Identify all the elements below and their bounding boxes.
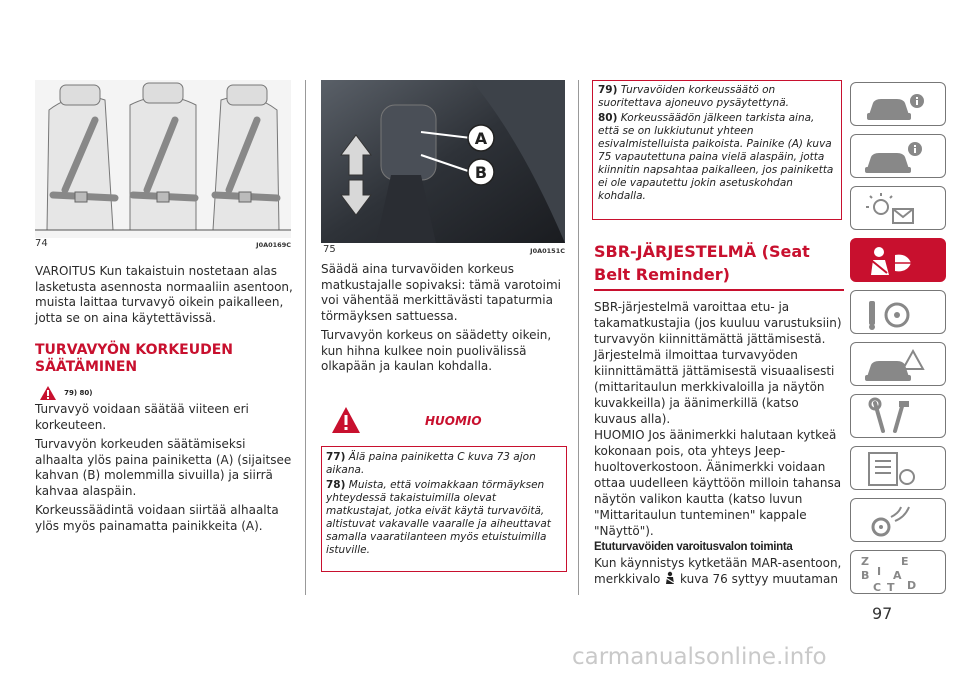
paragraph-adjust-always: Säädä aina turvavöiden korkeus matkustajalle sopivaksi: tämä varotoimi voi vähentää merkittävästi tapaturmia törmäyksen sattuessa. bbox=[321, 262, 561, 323]
column-divider-2 bbox=[578, 80, 579, 595]
index-letter: Z bbox=[861, 555, 869, 568]
warning-light-message-icon bbox=[851, 187, 947, 231]
car-emergency-icon bbox=[851, 343, 947, 387]
tab-getting-to-know-car[interactable] bbox=[850, 82, 946, 126]
car-info-icon bbox=[851, 135, 947, 179]
index-letter: C bbox=[873, 581, 882, 594]
warning-paragraph: VAROITUS Kun takaistuin nostetaan alas lasketusta asennosta normaaliin asentoon, muista laittaa turvavyö oikein paikalleen, jotta se on aina käytettävissä. bbox=[35, 264, 293, 325]
figure-number: 74 bbox=[35, 238, 48, 249]
label-a: A bbox=[474, 129, 488, 148]
tab-technical-data[interactable] bbox=[850, 446, 946, 490]
page-number: 97 bbox=[872, 604, 893, 623]
warning-triangle-icon bbox=[39, 385, 57, 401]
sbr-paragraph-1: SBR-järjestelmä varoittaa etu- ja takamatkustajia (jos kuuluu varustuksiin) turvavyön kiinnittämättä jättämisestä. bbox=[594, 300, 842, 346]
rear-seats-illustration bbox=[35, 80, 291, 238]
index-letter: I bbox=[877, 565, 882, 578]
figure-code: J0A0169C bbox=[256, 241, 291, 249]
sbr-paragraph-4 bbox=[594, 555, 844, 587]
tab-multimedia[interactable] bbox=[850, 498, 946, 542]
paragraph-4-start: Kun käynnistys kytketään MAR-asentoon, merkkivalo bbox=[594, 556, 842, 586]
sbr-paragraph-2: Järjestelmä ilmoittaa turvavyöden kiinnittämättä jättämisestä visuaalisesti (mittaritaulun merkkivaloilla ja näytön kuvakkeilla) ja äänimerkillä (katso kuvaus alla). bbox=[594, 348, 835, 426]
item-number: 77) bbox=[326, 451, 346, 463]
watermark: carmanualsonline.info bbox=[572, 644, 827, 670]
column-divider-1 bbox=[305, 80, 306, 595]
item-text: Muista, että voimakkaan törmäyksen yhteydessä takaistuimilla olevat matkustajat, jotka eivät käytä turvavöitä, altistuvat vakavalle vaaralle ja aiheuttavat samalla vaaratilanteen myös etuistuimilla istuville. bbox=[326, 479, 551, 556]
item-number: 80) bbox=[598, 112, 618, 124]
tab-safety[interactable] bbox=[850, 238, 946, 282]
warning-title: HUOMIO bbox=[425, 414, 482, 428]
warning-header-band bbox=[321, 398, 567, 444]
paragraph-positions: Turvavyö voidaan säätää viiteen eri korkeuteen. bbox=[35, 402, 249, 432]
section-heading: TURVAVYÖN KORKEUDEN SÄÄTÄMINEN bbox=[35, 342, 234, 375]
adjuster-photo bbox=[321, 80, 565, 243]
paragraph-adjust: Turvavyön korkeuden säätämiseksi alhaalta ylös paina painiketta (A) (sijaitsee kahvan (B) molemmilla sivuilla) ja siirrä kahvaa alaspäin. bbox=[35, 437, 292, 498]
column-2-text bbox=[321, 262, 573, 375]
warning-refs bbox=[39, 382, 297, 398]
warning-item-78 bbox=[326, 479, 562, 557]
technical-data-icon bbox=[851, 447, 947, 491]
index-letter: D bbox=[907, 579, 917, 592]
warning-box-continued bbox=[592, 80, 842, 220]
seatbelt-warning-light-icon bbox=[664, 571, 676, 585]
tab-car-info[interactable] bbox=[850, 134, 946, 178]
paragraph-without-buttons: Korkeussäädintä voidaan siirtää alhaalta ylös myös painamatta painikkeita (A). bbox=[35, 503, 279, 533]
maintenance-tools-icon bbox=[851, 395, 947, 439]
tab-warning-lights[interactable] bbox=[850, 186, 946, 230]
figure-74-seatbelts bbox=[35, 80, 291, 250]
seatbelt-airbag-icon bbox=[851, 239, 947, 283]
column-3-text bbox=[594, 240, 844, 587]
label-b: B bbox=[474, 163, 488, 182]
warning-item-79 bbox=[598, 84, 837, 110]
figure-code: J0A0151C bbox=[530, 247, 565, 255]
warning-box bbox=[321, 446, 567, 572]
index-letter: B bbox=[861, 569, 870, 582]
warning-triangle-icon bbox=[331, 406, 361, 434]
item-text: Korkeussäädön jälkeen tarkista aina, että se on lukkiutunut yhteen esivalmistelluista paikoista. Painike (A) kuva 75 vapautettuna paina vielä alaspäin, jotta kiinnitin napsahtaa paikalleen, jos painiketta ei ole vapautettu jokin asetuskohdan kohdalla. bbox=[598, 112, 834, 202]
column-1-text bbox=[35, 264, 297, 534]
item-text: Turvavöiden korkeussäätö on suoritettava ajoneuvo pysäytettynä. bbox=[598, 84, 789, 109]
sbr-paragraph-3: HUOMIO Jos äänimerkki halutaan kytkeä kokonaan pois, ota yhteys Jeep-huoltoverkostoon. Äänimerkki voidaan ottaa uudelleen käyttöön milloin tahansa näytön valikon kautta (katso luvun "Mittaritaulun tunteminen" kappale "Näyttö"). bbox=[594, 428, 842, 538]
item-text: Älä paina painiketta C kuva 73 ajon aikana. bbox=[326, 451, 536, 476]
item-number: 79) bbox=[598, 84, 618, 96]
paragraph-correct-height: Turvavyön korkeus on säädetty oikein, kun hihna kulkee noin puolivälissä olkapään ja kaulan kohdalla. bbox=[321, 328, 552, 373]
car-front-info-icon bbox=[851, 83, 947, 127]
multimedia-icon bbox=[851, 499, 947, 543]
index-letter: E bbox=[901, 555, 909, 568]
warning-item-77 bbox=[326, 451, 562, 477]
item-number: 78) bbox=[326, 479, 346, 491]
alphabetical-index-icon bbox=[851, 551, 947, 595]
tab-emergency[interactable] bbox=[850, 342, 946, 386]
index-letter: A bbox=[893, 569, 902, 582]
paragraph-4-end: kuva 76 syttyy muutaman bbox=[680, 572, 838, 586]
warning-item-80 bbox=[598, 112, 837, 203]
tab-alphabetical-index[interactable] bbox=[850, 550, 946, 594]
front-belts-subheading: Etuturvavöiden varoitusvalon toiminta bbox=[594, 541, 793, 553]
tab-starting-driving[interactable] bbox=[850, 290, 946, 334]
starting-driving-steering-icon bbox=[851, 291, 947, 335]
figure-number: 75 bbox=[323, 244, 336, 255]
figure-75-height-adjuster bbox=[321, 80, 565, 256]
tab-maintenance[interactable] bbox=[850, 394, 946, 438]
index-letter: T bbox=[887, 581, 895, 594]
sbr-heading: SBR-JÄRJESTELMÄ (Seat Belt Reminder) bbox=[594, 240, 844, 291]
refs-label: 79) 80) bbox=[64, 388, 93, 397]
